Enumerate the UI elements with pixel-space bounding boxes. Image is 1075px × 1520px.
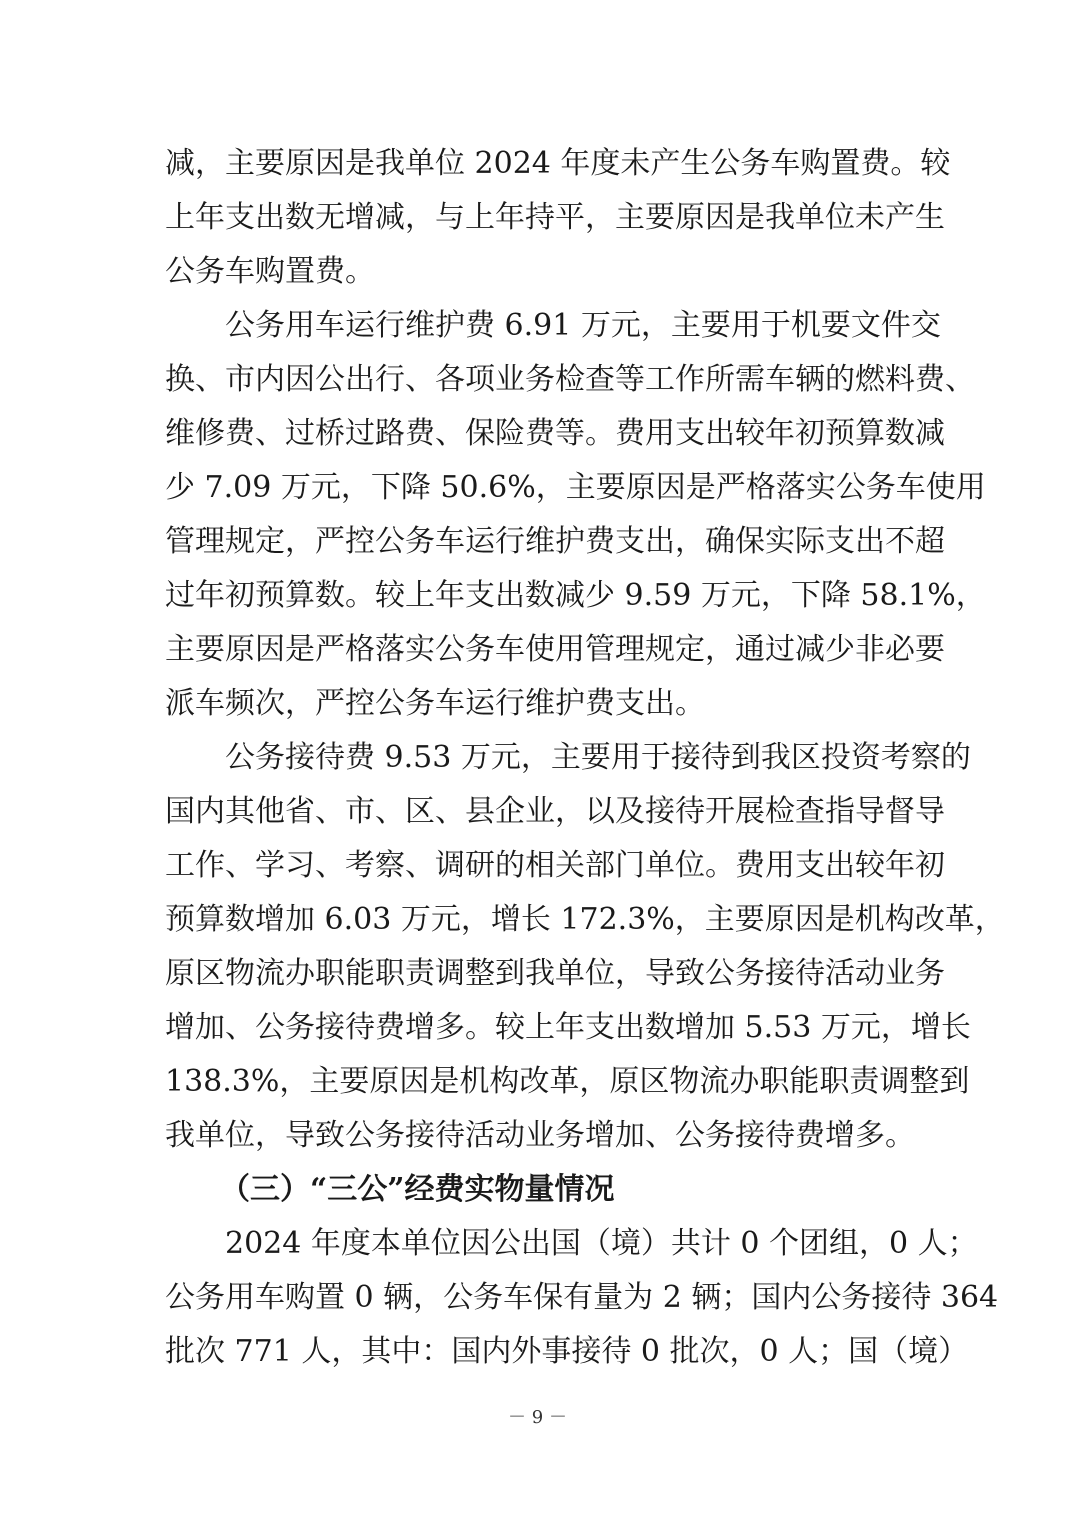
para3-line-5: 原区物流办职能职责调整到我单位，导致公务接待活动业务	[165, 956, 945, 991]
para2-line-4: 少 7.09 万元，下降 50.6%，主要原因是严格落实公务车使用	[165, 470, 986, 505]
para2-line-2: 换、市内因公出行、各项业务检查等工作所需车辆的燃料费、	[165, 362, 975, 397]
para1-line-1: 减，主要原因是我单位 2024 年度未产生公务车购置费。较	[165, 146, 951, 181]
para1-line-2: 上年支出数无增减，与上年持平，主要原因是我单位未产生	[165, 200, 945, 235]
para4-line-3: 批次 771 人，其中：国内外事接待 0 批次，0 人；国（境）	[165, 1334, 969, 1369]
para4-line-1: 2024 年度本单位因公出国（境）共计 0 个团组，0 人；	[225, 1226, 978, 1261]
para3-line-7: 138.3%，主要原因是机构改革，原区物流办职能职责调整到	[165, 1064, 970, 1099]
para3-line-3: 工作、学习、考察、调研的相关部门单位。费用支出较年初	[165, 848, 945, 883]
para3-line-2: 国内其他省、市、区、县企业，以及接待开展检查指导督导	[165, 794, 945, 829]
para4-line-2: 公务用车购置 0 辆，公务车保有量为 2 辆；国内公务接待 364	[165, 1280, 999, 1315]
para2-line-8: 派车频次，严控公务车运行维护费支出。	[165, 686, 705, 721]
para2-line-1: 公务用车运行维护费 6.91 万元，主要用于机要文件交	[225, 308, 941, 343]
para1-line-3: 公务车购置费。	[165, 254, 375, 289]
para2-line-6: 过年初预算数。较上年支出数减少 9.59 万元，下降 58.1%，	[165, 578, 986, 613]
para2-line-7: 主要原因是严格落实公务车使用管理规定，通过减少非必要	[165, 632, 945, 667]
para3-line-1: 公务接待费 9.53 万元，主要用于接待到我区投资考察的	[225, 740, 971, 775]
para3-line-8: 我单位，导致公务接待活动业务增加、公务接待费增多。	[165, 1118, 915, 1153]
para2-line-3: 维修费、过桥过路费、保险费等。费用支出较年初预算数减	[165, 416, 945, 451]
section-heading: （三）“三公”经费实物量情况	[220, 1172, 615, 1207]
para3-line-6: 增加、公务接待费增多。较上年支出数增加 5.53 万元，增长	[165, 1010, 971, 1045]
para2-line-5: 管理规定，严控公务车运行维护费支出，确保实际支出不超	[165, 524, 945, 559]
para3-line-4: 预算数增加 6.03 万元，增长 172.3%，主要原因是机构改革，	[165, 902, 1005, 937]
page-number: － 9 －	[508, 1407, 567, 1428]
